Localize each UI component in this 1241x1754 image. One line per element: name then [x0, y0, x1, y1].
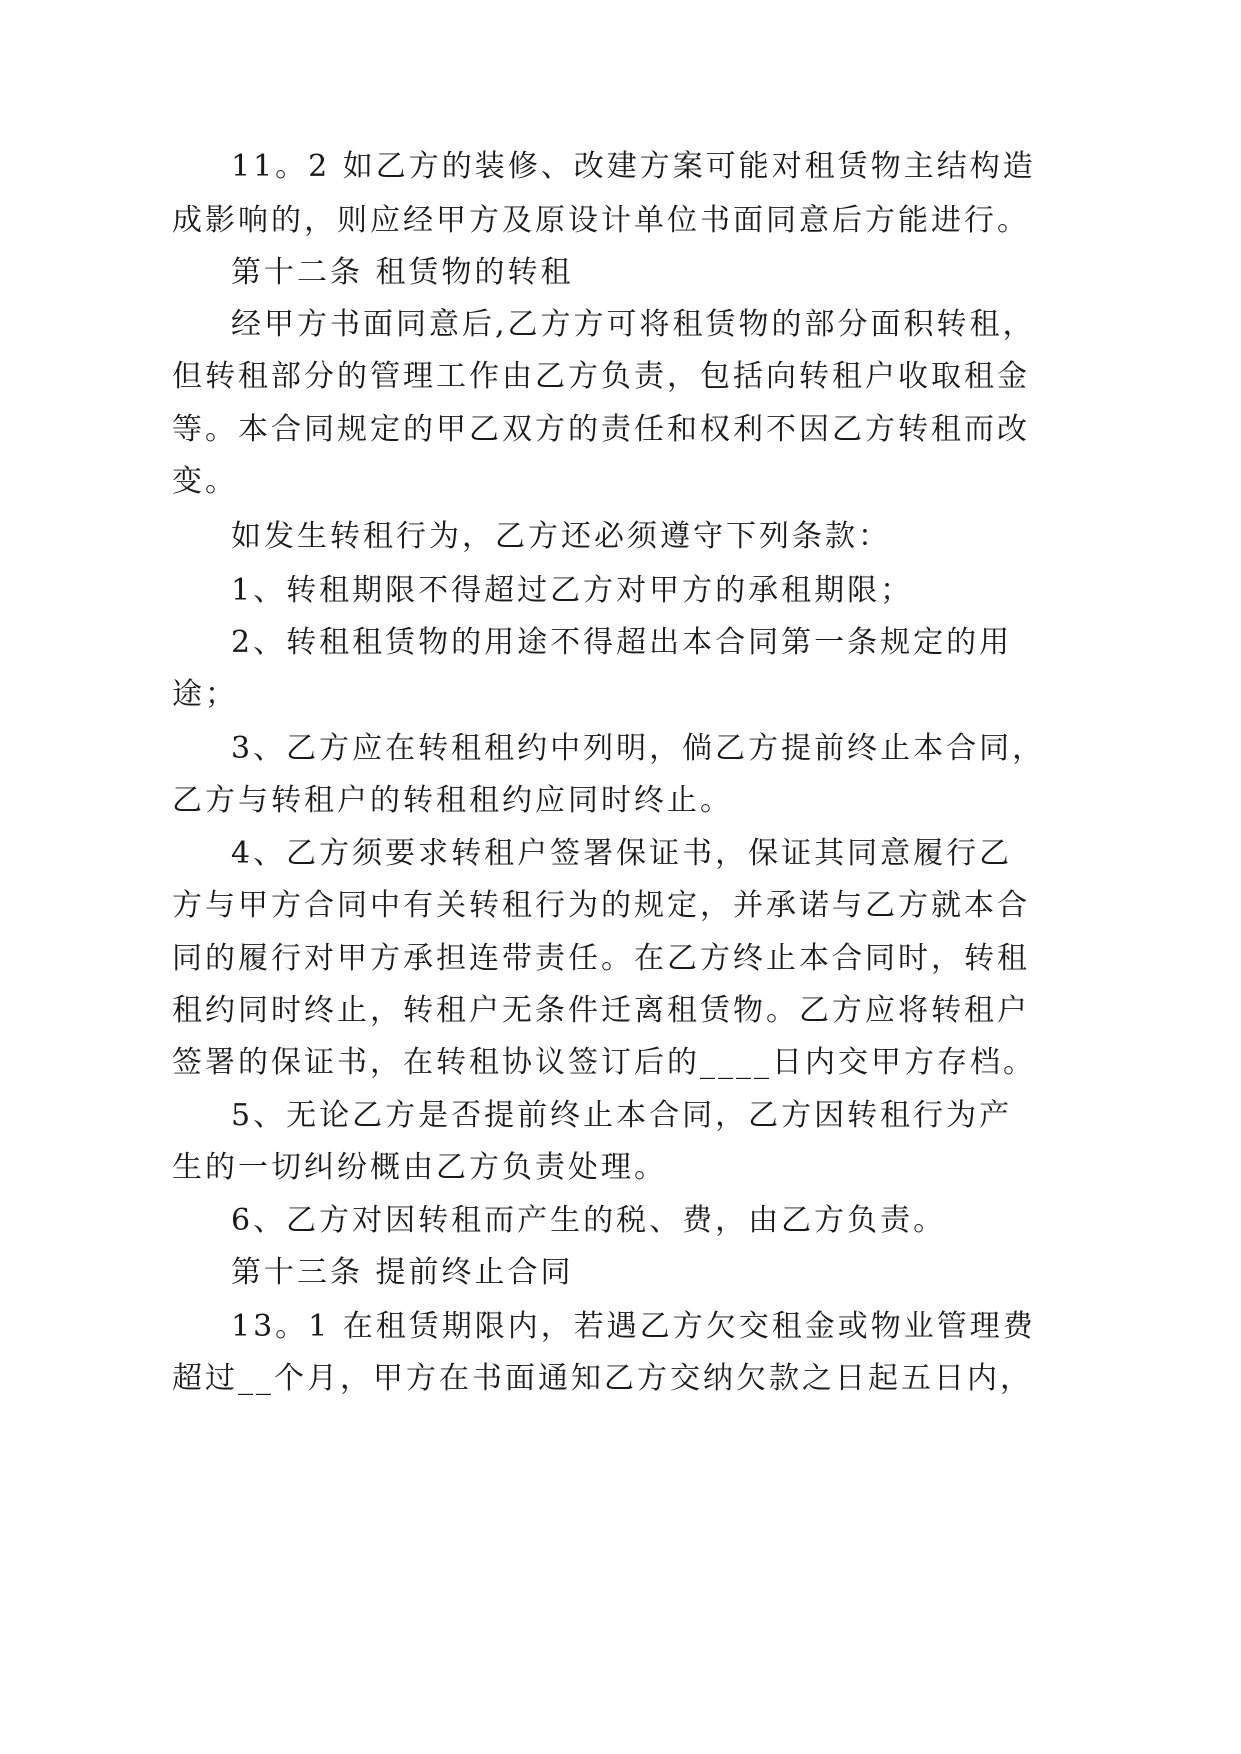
paragraph-line: 同的履行对甲方承担连带责任。在乙方终止本合同时，转租 — [172, 941, 1030, 976]
section-heading: 第十二条 租赁物的转租 — [231, 255, 574, 290]
paragraph-line: 签署的保证书，在转租协议签订后的____日内交甲方存档。 — [172, 1045, 1036, 1080]
paragraph-line: 成影响的，则应经甲方及原设计单位书面同意后方能进行。 — [172, 203, 1030, 238]
paragraph-line: 变。 — [172, 464, 238, 499]
section-heading: 第十三条 提前终止合同 — [231, 1255, 574, 1290]
paragraph-line: 超过__个月，甲方在书面通知乙方交纳欠款之日起五日内， — [172, 1361, 1033, 1396]
list-item: 2、转租租赁物的用途不得超出本合同第一条规定的用 — [231, 625, 1013, 660]
paragraph-line: 租约同时终止，转租户无条件迁离租赁物。乙方应将转租户 — [172, 993, 1030, 1028]
paragraph-line: 经甲方书面同意后,乙方方可将租赁物的部分面积转租， — [231, 307, 1036, 342]
paragraph-line: 方与甲方合同中有关转租行为的规定，并承诺与乙方就本合 — [172, 888, 1030, 923]
paragraph-line: 13。1 在租赁期限内，若遇乙方欠交租金或物业管理费 — [231, 1309, 1036, 1344]
list-item: 6、乙方对因转租而产生的税、费，由乙方负责。 — [231, 1203, 947, 1238]
list-item: 1、转租期限不得超过乙方对甲方的承租期限； — [231, 573, 914, 608]
paragraph-line: 乙方与转租户的转租租约应同时终止。 — [172, 783, 733, 818]
paragraph-line: 途； — [172, 677, 238, 712]
paragraph-line: 等。本合同规定的甲乙双方的责任和权利不因乙方转租而改 — [172, 412, 1030, 447]
list-item: 3、乙方应在转租租约中列明，倘乙方提前终止本合同， — [231, 731, 1046, 766]
list-item: 4、乙方须要求转租户签署保证书，保证其同意履行乙 — [231, 836, 1013, 871]
paragraph-line: 生的一切纠纷概由乙方负责处理。 — [172, 1150, 667, 1185]
list-item: 5、无论乙方是否提前终止本合同，乙方因转租行为产 — [231, 1098, 1013, 1133]
paragraph-line: 11。2 如乙方的装修、改建方案可能对租赁物主结构造 — [231, 149, 1036, 184]
paragraph-line: 但转租部分的管理工作由乙方负责，包括向转租户收取租金 — [172, 359, 1030, 394]
paragraph-line: 如发生转租行为，乙方还必须遵守下列条款： — [231, 519, 891, 554]
